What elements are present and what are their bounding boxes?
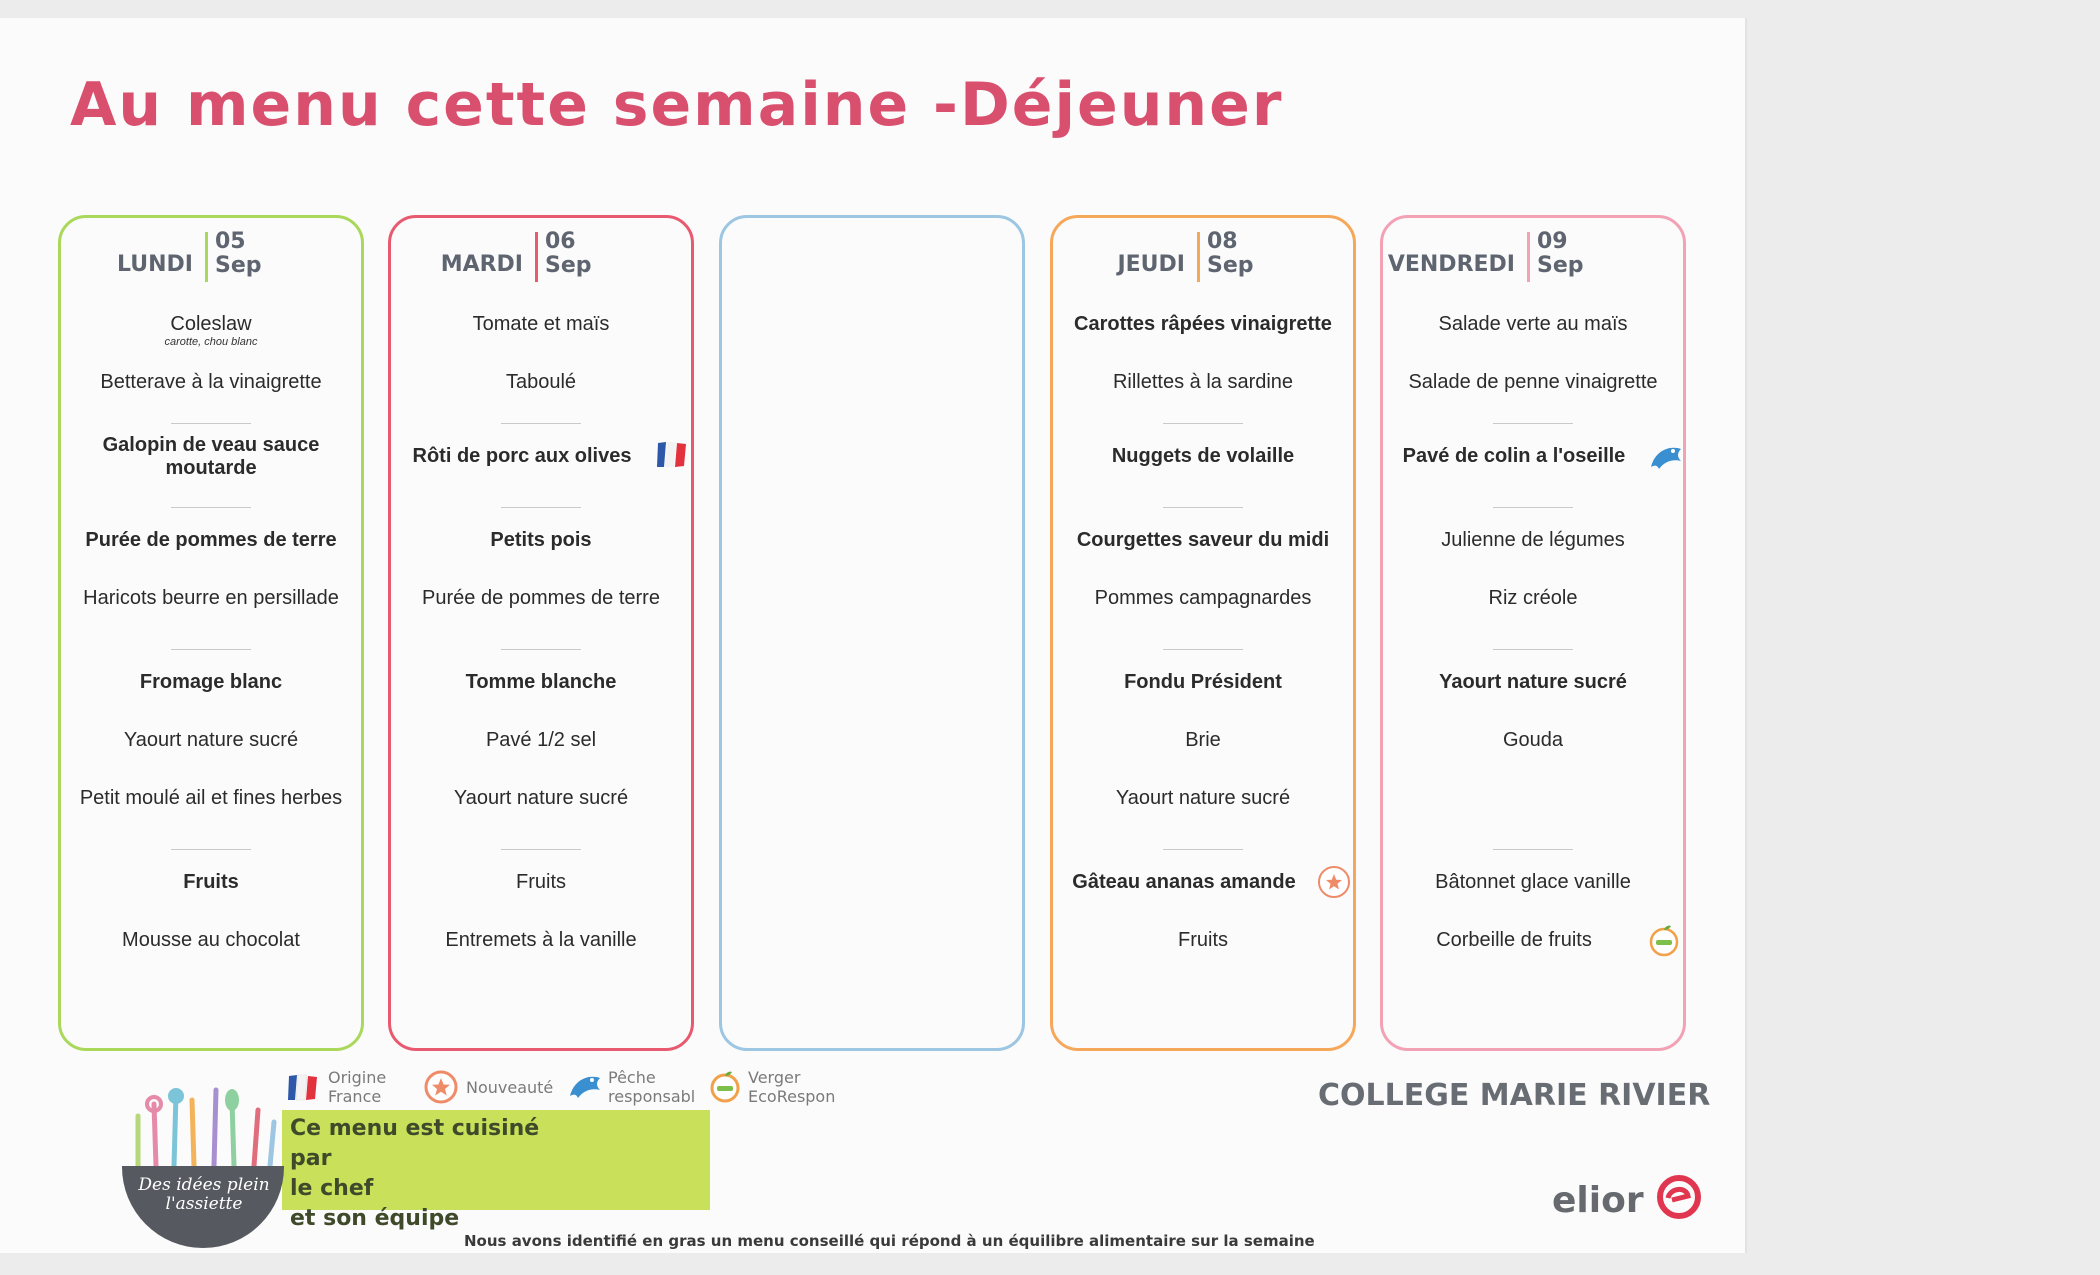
day-date — [1207, 230, 1254, 278]
fish-icon — [566, 1068, 604, 1104]
day-number: 09 — [1537, 229, 1568, 254]
day-name: JEUDI — [1117, 252, 1185, 277]
menu-item-label: Taboulé — [505, 371, 577, 393]
menu-item — [1389, 371, 1677, 394]
day-name: VENDREDI — [1387, 252, 1515, 277]
menu-item-label: Gâteau ananas amande — [1072, 871, 1296, 893]
course-separator — [501, 649, 581, 650]
day-header — [1053, 230, 1353, 288]
course-separator — [501, 423, 581, 424]
day-month: Sep — [1537, 253, 1584, 278]
day-month: Sep — [545, 253, 592, 278]
menu-item — [67, 929, 355, 952]
chef-line: et son équipe — [290, 1206, 460, 1231]
menu-item — [397, 529, 685, 552]
menu-item — [397, 871, 685, 894]
course-separator — [1163, 423, 1243, 424]
menu-item-label: Bâtonnet glace vanille — [1435, 871, 1631, 893]
legend-peche-responsable — [566, 1066, 706, 1108]
menu-item-detail: carotte, chou blanc — [164, 336, 258, 348]
menu-item-label: Yaourt nature sucré — [1115, 787, 1291, 809]
course-separator — [171, 423, 251, 424]
day-column-lundi — [58, 215, 364, 1051]
menu-item — [397, 729, 685, 752]
course-separator — [171, 507, 251, 508]
school-name: COLLEGE MARIE RIVIER — [1318, 1078, 1711, 1113]
course-separator — [1493, 423, 1573, 424]
menu-item-label: Haricots beurre en persillade — [83, 587, 339, 609]
menu-sheet — [0, 18, 1747, 1253]
day-month: Sep — [1207, 253, 1254, 278]
menu-item — [1059, 871, 1309, 894]
course-separator — [1493, 849, 1573, 850]
course-separator — [501, 507, 581, 508]
menu-item — [1059, 729, 1347, 752]
menu-item-label: Fondu Président — [1124, 671, 1282, 693]
menu-item — [397, 371, 685, 394]
footnote: Nous avons identifié en gras un menu conseillé qui répond à un équilibre alimentaire sur la semaine — [464, 1232, 1315, 1250]
menu-item — [1059, 587, 1347, 610]
day-header — [391, 230, 691, 288]
chef-message — [290, 1114, 550, 1234]
logo-text: Des idées plein l'assiette — [138, 1175, 270, 1214]
menu-item — [67, 787, 355, 810]
chef-line: le chef — [290, 1176, 374, 1201]
menu-item-label: Purée de pommes de terre — [422, 587, 660, 609]
day-column-mardi — [388, 215, 694, 1051]
day-column-vendredi — [1380, 215, 1686, 1051]
menu-item-label: Tomme blanche — [465, 671, 617, 693]
menu-item-label: Yaourt nature sucré — [1439, 671, 1627, 693]
menu-item — [1389, 929, 1639, 952]
day-column-empty — [719, 215, 1025, 1051]
menu-item-label: Fruits — [183, 871, 239, 893]
day-divider — [535, 232, 538, 282]
menu-item — [67, 871, 355, 894]
legend-label: Verger — [748, 1068, 801, 1087]
day-name: LUNDI — [117, 252, 193, 277]
legend-nouveaute — [424, 1066, 564, 1108]
course-separator — [1163, 649, 1243, 650]
menu-item — [1059, 787, 1347, 810]
apple-icon — [1647, 923, 1681, 957]
day-date — [215, 230, 262, 278]
legend-label: Pêche — [608, 1068, 656, 1087]
legend-label: responsabl — [608, 1087, 696, 1106]
legend-label: Origine — [328, 1068, 387, 1087]
fish-icon — [1647, 439, 1681, 473]
menu-item-label: Entremets à la vanille — [445, 929, 637, 951]
menu-item-label: Fruits — [1178, 929, 1228, 951]
menu-item-label: Rillettes à la sardine — [1112, 371, 1294, 393]
legend-label: EcoRespon — [748, 1087, 836, 1106]
menu-item-label: Courgettes saveur du midi — [1076, 529, 1330, 551]
menu-item-label: Mousse au chocolat — [122, 929, 300, 951]
menu-item — [1389, 729, 1677, 752]
legend-origine-france — [286, 1066, 396, 1108]
menu-item-label: Julienne de légumes — [1441, 529, 1625, 551]
menu-item-label: Fromage blanc — [139, 671, 283, 693]
menu-item — [1059, 671, 1347, 694]
menu-item — [397, 929, 685, 952]
day-number: 08 — [1207, 229, 1238, 254]
apple-icon — [708, 1068, 742, 1104]
page-title: Au menu cette semaine -Déjeuner — [70, 70, 1284, 140]
menu-item — [397, 671, 685, 694]
legend-label: France — [328, 1087, 382, 1106]
utensils-illustration — [118, 1086, 288, 1166]
menu-item-label: Gouda — [1502, 729, 1564, 751]
menu-item-label: Galopin de veau sauce moutarde — [102, 434, 320, 479]
nouveaute-star-icon — [424, 1070, 458, 1104]
menu-item-label: Yaourt nature sucré — [453, 787, 629, 809]
menu-item — [397, 787, 685, 810]
menu-item — [1389, 313, 1677, 336]
menu-item-label: Betterave à la vinaigrette — [100, 371, 322, 393]
menu-item-label: Riz créole — [1488, 587, 1578, 609]
legend-label: Nouveauté — [466, 1078, 554, 1097]
menu-item — [67, 729, 355, 752]
menu-item — [1059, 313, 1347, 336]
menu-item — [1389, 529, 1677, 552]
day-header — [1383, 230, 1683, 288]
course-separator — [1493, 507, 1573, 508]
menu-item — [397, 587, 685, 610]
day-name: MARDI — [440, 252, 523, 277]
menu-item-label: Nuggets de volaille — [1111, 445, 1295, 467]
course-separator — [501, 849, 581, 850]
menu-item-label: Coleslaw — [170, 313, 252, 335]
france-flag-icon — [655, 439, 689, 473]
menu-item — [1389, 445, 1639, 468]
brand-name: elior — [1552, 1180, 1644, 1221]
menu-item — [67, 434, 355, 480]
menu-item-label: Pavé de colin a l'oseille — [1402, 445, 1626, 467]
menu-item — [1059, 529, 1347, 552]
menu-item — [67, 529, 355, 552]
day-column-jeudi — [1050, 215, 1356, 1051]
day-divider — [1527, 232, 1530, 282]
day-date — [545, 230, 592, 278]
menu-item-label: Pommes campagnardes — [1094, 587, 1312, 609]
france-flag-icon — [286, 1072, 320, 1102]
menu-item — [1389, 871, 1677, 894]
day-date — [1537, 230, 1584, 278]
course-separator — [171, 849, 251, 850]
menu-item-label: Tomate et maïs — [472, 313, 610, 335]
menu-item-label: Salade de penne vinaigrette — [1408, 371, 1658, 393]
menu-item-label: Yaourt nature sucré — [123, 729, 299, 751]
menu-item-label: Purée de pommes de terre — [85, 529, 337, 551]
day-divider — [1197, 232, 1200, 282]
menu-item-label: Fruits — [516, 871, 566, 893]
menu-item-label: Carottes râpées vinaigrette — [1074, 313, 1332, 335]
menu-item — [67, 313, 355, 348]
menu-item — [397, 445, 647, 468]
course-separator — [171, 649, 251, 650]
menu-item — [67, 671, 355, 694]
elior-swirl-icon — [1656, 1174, 1702, 1220]
day-number: 05 — [215, 229, 246, 254]
menu-item-label: Brie — [1185, 729, 1221, 751]
menu-item — [67, 587, 355, 610]
chef-line: Ce menu est cuisiné par — [290, 1116, 540, 1171]
elior-logo — [1552, 1174, 1702, 1221]
menu-item — [67, 371, 355, 394]
menu-item — [1389, 671, 1677, 694]
menu-item-label: Salade verte au maïs — [1438, 313, 1628, 335]
course-separator — [1163, 507, 1243, 508]
menu-item — [1059, 929, 1347, 952]
menu-item — [397, 313, 685, 336]
day-number: 06 — [545, 229, 576, 254]
menu-item-label: Petits pois — [490, 529, 592, 551]
menu-item-label: Rôti de porc aux olives — [412, 445, 632, 467]
menu-item — [1059, 371, 1347, 394]
day-divider — [205, 232, 208, 282]
menu-item — [1059, 445, 1347, 468]
course-separator — [1493, 649, 1573, 650]
day-month: Sep — [215, 253, 262, 278]
menu-item — [1389, 587, 1677, 610]
menu-item-label: Petit moulé ail et fines herbes — [79, 787, 343, 809]
menu-item-label: Pavé 1/2 sel — [485, 729, 597, 751]
legend-verger-ecoresponsable — [708, 1066, 848, 1108]
nouveaute-star-icon — [1317, 865, 1351, 899]
menu-item-label: Corbeille de fruits — [1436, 929, 1592, 951]
day-header — [61, 230, 361, 288]
course-separator — [1163, 849, 1243, 850]
